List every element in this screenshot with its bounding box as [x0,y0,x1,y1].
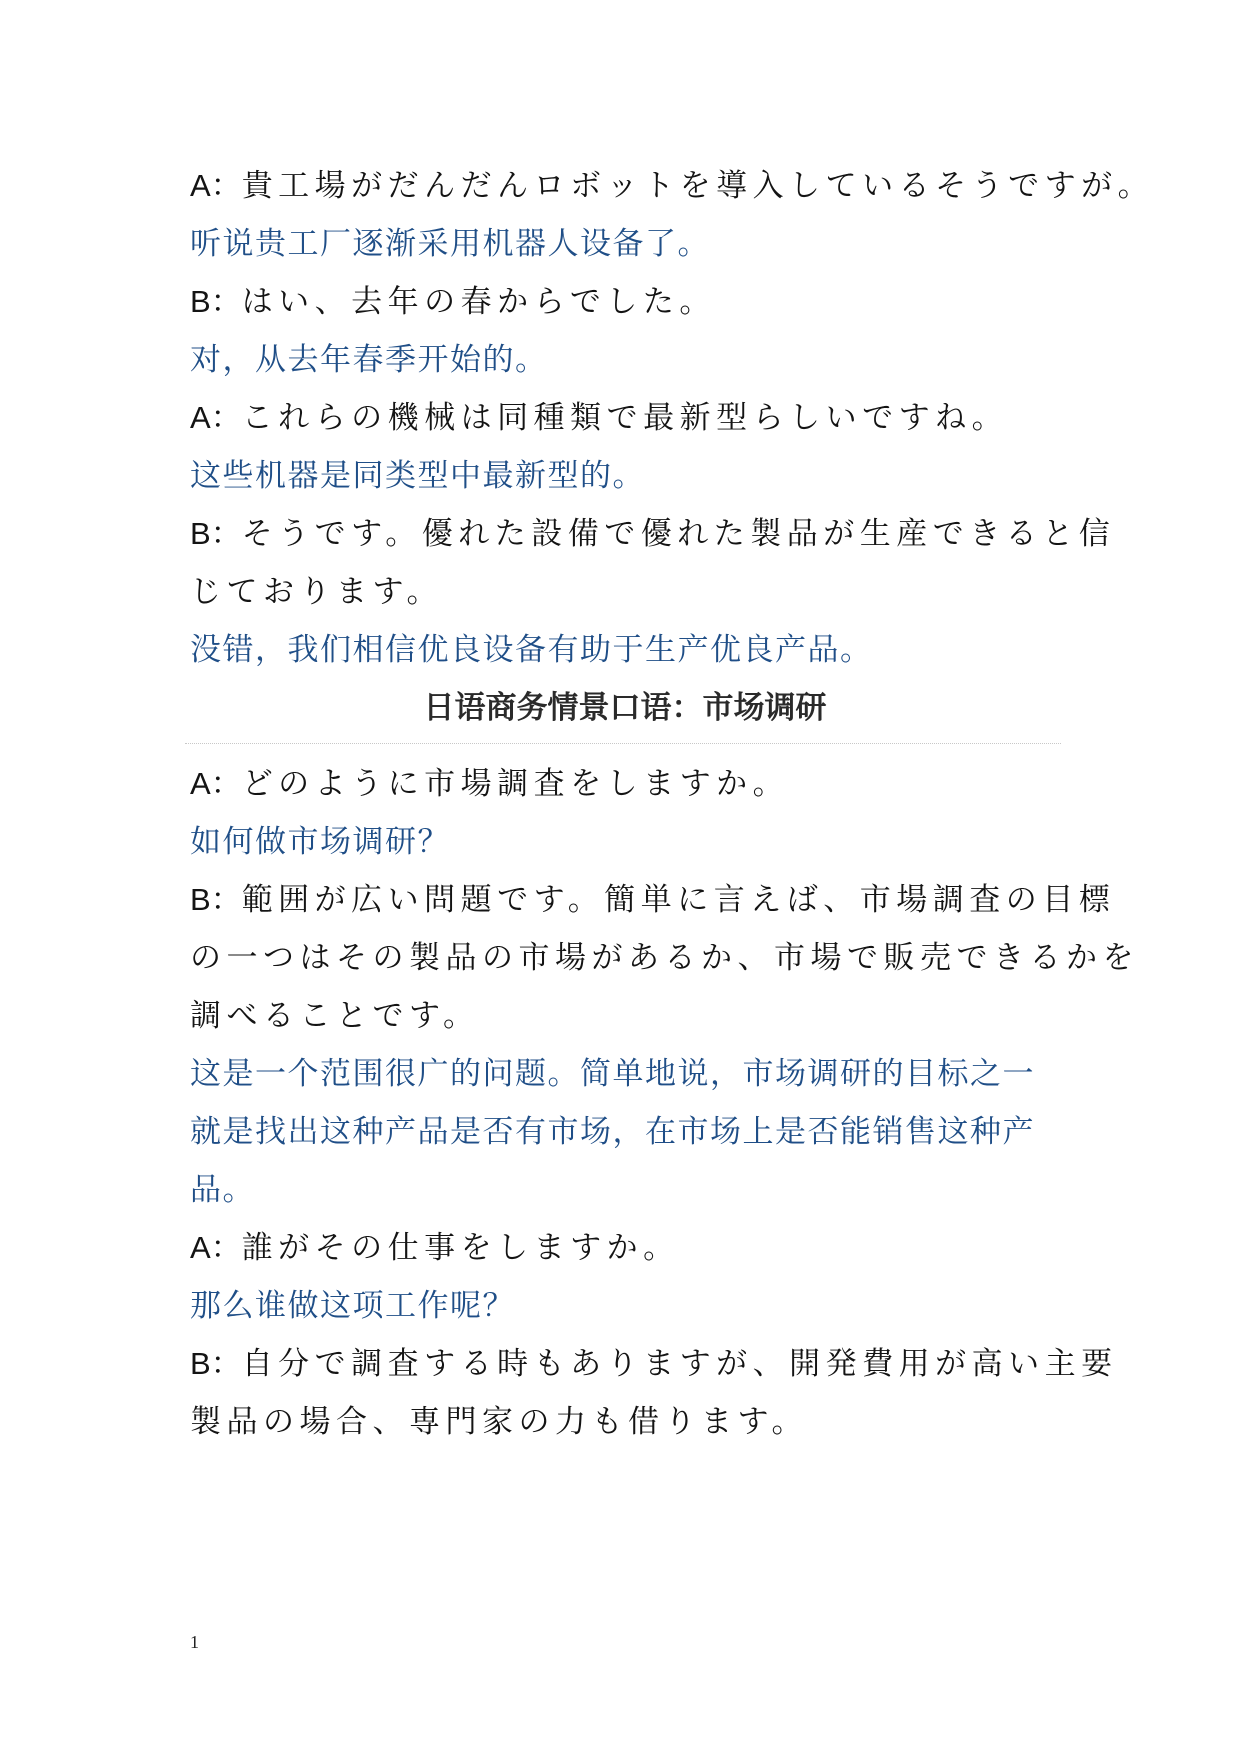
speaker-label: A： [190,1230,242,1265]
dialogue-line-ja [190,398,1070,438]
speaker-label: B： [190,1346,242,1381]
dialogue-line-zh: 那么谁做这项工作呢？ [190,1288,515,1324]
line-text: どのように市場調査をしますか。 [241,766,790,802]
section-title: 日语商务情景口语：市场调研 [423,690,827,726]
speaker-label: A： [190,168,242,203]
line-text: そうです。優れた設備で優れた製品が生産できると信 [241,516,1116,552]
line-text: 範囲が広い問題です。簡単に言えば、市場調査の目標 [241,882,1116,918]
speaker-label: B： [190,284,242,319]
speaker-label: B： [190,516,242,551]
line-text: 貴工場がだんだんロボットを導入しているそうですが。 [241,168,1155,204]
line-text: 誰がその仕事をしますか。 [241,1230,680,1266]
section-divider [185,743,1061,744]
dialogue-line-ja [190,514,1116,554]
line-text: 自分で調査する時もありますが、開発費用が高い主要 [241,1346,1118,1382]
dialogue-line-zh: 这些机器是同类型中最新型的。 [190,458,645,494]
dialogue-line-zh-continued: 就是找出这种产品是否有市场，在市场上是否能销售这种产 [190,1114,1035,1150]
dialogue-line-ja-continued: の一つはその製品の市場があるか、市場で販売できるかを [190,940,1139,976]
line-text: はい、去年の春からでした。 [241,284,716,320]
dialogue-line-ja-continued: 調べることです。 [190,998,480,1034]
dialogue-line-ja-continued: じております。 [190,574,444,610]
dialogue-line-zh: 对，从去年春季开始的。 [190,342,548,378]
speaker-label: A： [190,766,242,801]
dialogue-line-zh: 这是一个范围很广的问题。简单地说，市场调研的目标之一 [190,1056,1035,1092]
dialogue-line-ja-continued: 製品の場合、専門家の力も借ります。 [190,1404,809,1440]
dialogue-line-zh: 如何做市场调研？ [190,824,450,860]
dialogue-line-zh: 没错，我们相信优良设备有助于生产优良产品。 [190,632,873,668]
dialogue-line-zh-continued: 品。 [190,1172,255,1208]
speaker-label: B： [190,882,242,917]
dialogue-line-ja [190,880,1116,920]
dialogue-line-ja [190,1228,1070,1268]
speaker-label: A： [190,400,242,435]
line-text: これらの機械は同種類で最新型らしいですね。 [241,400,1009,436]
dialogue-line-zh: 听说贵工厂逐渐采用机器人设备了。 [190,226,710,262]
page-number: 1 [190,1632,199,1652]
dialogue-line-ja [190,1344,1118,1384]
dialogue-line-ja [190,764,1070,804]
dialogue-line-ja [190,166,1155,206]
dialogue-line-ja [190,282,1070,322]
